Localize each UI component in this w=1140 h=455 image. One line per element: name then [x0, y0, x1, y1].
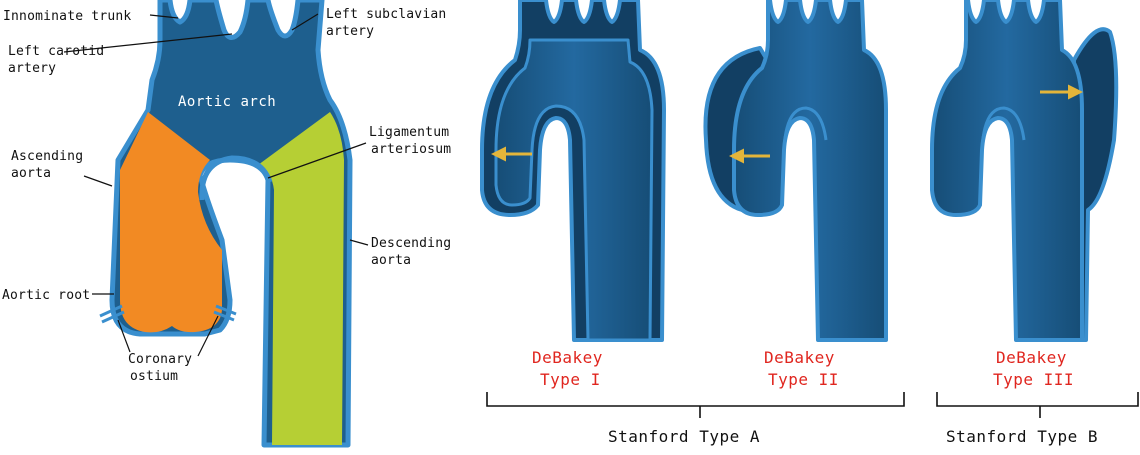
- debakey-type-1-aorta: [482, 0, 664, 340]
- type3-label-line2: Type III: [993, 370, 1075, 389]
- stanford-a-bracket: [487, 392, 904, 418]
- label-coronary-2: ostium: [130, 369, 179, 384]
- leader-descending: [350, 240, 368, 245]
- stanford-brackets: [487, 392, 1138, 446]
- type2-label-line1: DeBakey: [764, 348, 835, 367]
- label-descending-1: Descending: [371, 236, 452, 251]
- label-left-subclavian-1: Left subclavian: [326, 7, 447, 22]
- label-coronary-1: Coronary: [128, 352, 193, 367]
- debakey-type-2-aorta: [705, 0, 886, 340]
- type2-label-line2: Type II: [768, 370, 839, 389]
- leader-ascending: [84, 176, 112, 186]
- stanford-type-a-label: Stanford Type A: [608, 427, 760, 446]
- stanford-b-bracket: [937, 392, 1138, 418]
- label-ascending-2: aorta: [11, 166, 52, 181]
- type1-label-line2: Type I: [540, 370, 601, 389]
- label-aortic-arch: Aortic arch: [178, 94, 277, 110]
- label-descending-2: aorta: [371, 253, 412, 268]
- label-ascending-1: Ascending: [11, 149, 84, 164]
- label-left-carotid-1: Left carotid: [8, 44, 105, 59]
- label-innominate-trunk: Innominate trunk: [3, 9, 132, 24]
- debakey-labels: [532, 348, 1074, 389]
- arch-inner-curve: [202, 158, 270, 200]
- debakey-type-3-aorta: [932, 0, 1116, 340]
- type3-label-line1: DeBakey: [996, 348, 1067, 367]
- label-left-carotid-2: artery: [8, 61, 57, 76]
- type1-label-line1: DeBakey: [532, 348, 603, 367]
- label-ligamentum-1: Ligamentum: [369, 125, 450, 140]
- label-ligamentum-2: arteriosum: [371, 142, 452, 157]
- type3-main-aorta: [932, 0, 1082, 340]
- label-left-subclavian-2: artery: [326, 24, 375, 39]
- stanford-type-b-label: Stanford Type B: [946, 427, 1098, 446]
- label-aortic-root: Aortic root: [2, 288, 91, 303]
